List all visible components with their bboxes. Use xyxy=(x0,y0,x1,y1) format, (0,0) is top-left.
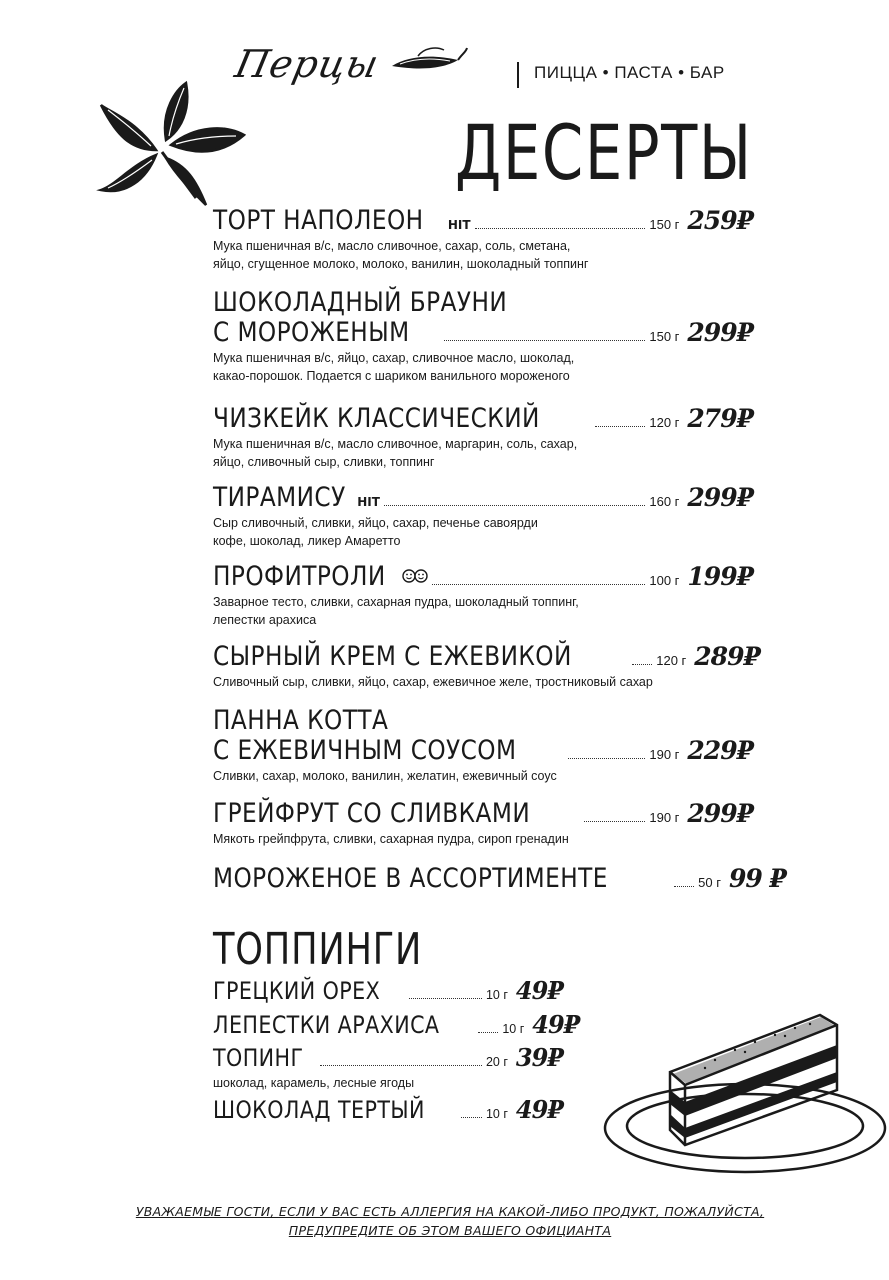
item-price: 49₽ xyxy=(515,976,563,1005)
dot-leader xyxy=(584,821,646,822)
menu-item-brownie xyxy=(213,288,753,385)
item-price: 99 ₽ xyxy=(728,864,786,893)
description-line: Сливочный сыр, сливки, яйцо, сахар, ежевичное желе, тростниковый сахар xyxy=(213,675,653,689)
item-description xyxy=(213,237,753,273)
item-price: 49₽ xyxy=(532,1010,580,1039)
menu-item-tiramisu xyxy=(213,483,753,550)
item-price: 49₽ xyxy=(515,1095,563,1124)
description-line: Сыр сливочный, сливки, яйцо, сахар, печенье савоярди xyxy=(213,516,538,530)
item-name: ГРЕЦКИЙ ОРЕХ xyxy=(213,977,381,1005)
item-name-line1: ПАННА КОТТА xyxy=(213,705,389,736)
menu-item-grapefruit xyxy=(213,799,753,848)
dot-leader xyxy=(320,1065,482,1066)
item-name-line1: ШОКОЛАДНЫЙ БРАУНИ xyxy=(213,287,508,318)
item-weight: 160 г xyxy=(649,494,680,509)
item-name: ШОКОЛАД ТЕРТЫЙ xyxy=(213,1096,425,1124)
description-line: яйцо, сливочный сыр, сливки, топпинг xyxy=(213,455,435,469)
dot-leader xyxy=(632,664,652,665)
item-price: 229₽ xyxy=(687,736,753,765)
item-name: ТОПИНГ xyxy=(213,1044,304,1072)
menu-item-profiteroles xyxy=(213,562,753,629)
item-weight: 10 г xyxy=(485,1107,508,1121)
description-line: Мякоть грейпфрута, сливки, сахарная пудра, сироп гренадин xyxy=(213,832,569,846)
page-title: ДЕСЕРТЫ xyxy=(455,108,753,197)
item-weight: 120 г xyxy=(656,653,687,668)
dot-leader xyxy=(409,998,482,999)
item-weight: 190 г xyxy=(649,747,680,762)
menu-item-napoleon xyxy=(213,206,753,273)
allergy-notice xyxy=(100,1202,800,1240)
item-description xyxy=(213,830,753,848)
hit-badge: HIT xyxy=(447,218,471,232)
item-name: МОРОЖЕНОЕ В АССОРТИМЕНТЕ xyxy=(213,863,608,894)
cake-slice-illustration xyxy=(595,990,889,1180)
item-name: ТИРАМИСУ xyxy=(213,482,346,513)
description-line: лепестки арахиса xyxy=(213,613,317,627)
basil-leaf-illustration xyxy=(96,80,246,210)
item-price: 299₽ xyxy=(687,799,753,828)
dot-leader xyxy=(595,426,645,427)
notice-line: ПРЕДУПРЕДИТЕ ОБ ЭТОМ ВАШЕГО ОФИЦИАНТА xyxy=(288,1223,612,1238)
item-name: ПРОФИТРОЛИ xyxy=(213,561,386,592)
item-weight: 150 г xyxy=(649,329,680,344)
item-weight: 50 г xyxy=(698,875,721,890)
topping-item-grated-chocolate xyxy=(213,1095,563,1125)
item-description xyxy=(213,767,753,785)
description-line: Мука пшеничная в/с, масло сливочное, маргарин, соль, сахар, xyxy=(213,437,578,451)
tagline: ПИЦЦА • ПАСТА • БАР xyxy=(534,63,725,82)
dot-leader xyxy=(478,1032,498,1033)
item-price: 199₽ xyxy=(687,562,753,591)
item-price: 299₽ xyxy=(687,318,753,347)
item-description: шоколад, карамель, лесные ягоды xyxy=(213,1076,415,1090)
item-description xyxy=(213,349,753,385)
dot-leader xyxy=(461,1117,482,1118)
item-name: ГРЕЙФРУТ СО СЛИВКАМИ xyxy=(213,798,531,829)
item-weight: 120 г xyxy=(649,415,680,430)
item-description xyxy=(213,435,753,471)
item-weight: 10 г xyxy=(502,1022,525,1036)
logo-wordmark: Перцы xyxy=(231,42,384,86)
item-price: 259₽ xyxy=(687,206,753,235)
description-line: яйцо, сгущенное молоко, молоко, ванилин, шоколадный топпинг xyxy=(213,257,589,271)
item-description xyxy=(213,514,753,550)
item-price: 39₽ xyxy=(515,1043,563,1072)
dot-leader xyxy=(568,758,646,759)
topping-item-sauce xyxy=(213,1043,563,1092)
hit-badge: HIT xyxy=(357,495,380,509)
dot-leader xyxy=(444,340,646,341)
item-name: С ЕЖЕВИЧНЫМ СОУСОМ xyxy=(213,735,517,766)
description-line: Заварное тесто, сливки, сахарная пудра, шоколадный топпинг, xyxy=(213,595,579,609)
item-weight: 150 г xyxy=(649,217,680,232)
item-name: ТОРТ НАПОЛЕОН xyxy=(213,205,424,236)
topping-item-walnut xyxy=(213,976,563,1006)
menu-item-cheesecake xyxy=(213,404,753,471)
item-price: 299₽ xyxy=(687,483,753,512)
menu-item-panna-cotta xyxy=(213,706,753,785)
dot-leader xyxy=(674,886,694,887)
chili-pepper-icon xyxy=(388,44,468,78)
item-weight: 100 г xyxy=(649,573,680,588)
item-description xyxy=(213,673,753,691)
item-name: СЫРНЫЙ КРЕМ С ЕЖЕВИКОЙ xyxy=(213,641,572,672)
tagline-divider xyxy=(517,62,519,88)
menu-item-cheese-cream xyxy=(213,641,760,691)
dot-leader xyxy=(384,505,645,506)
description-line: Сливки, сахар, молоко, ванилин, желатин, ежевичный соус xyxy=(213,769,557,783)
description-line: кофе, шоколад, ликер Амаретто xyxy=(213,534,401,548)
toppings-heading: ТОППИНГИ xyxy=(213,924,423,975)
notice-line: УВАЖАЕМЫЕ ГОСТИ, ЕСЛИ У ВАС ЕСТЬ АЛЛЕРГИЯ НА КАКОЙ-ЛИБО ПРОДУКТ, ПОЖАЛУЙСТА, xyxy=(135,1204,765,1219)
item-name: ЧИЗКЕЙК КЛАССИЧЕСКИЙ xyxy=(213,403,540,434)
description-line: Мука пшеничная в/с, масло сливочное, сахар, соль, сметана, xyxy=(213,239,571,253)
item-name: С МОРОЖЕНЫМ xyxy=(213,317,410,348)
description-line: какао-порошок. Подается с шариком ванильного мороженого xyxy=(213,369,570,383)
item-price: 279₽ xyxy=(687,404,753,433)
dot-leader xyxy=(475,228,646,229)
kids-face-icon xyxy=(402,567,428,585)
item-price: 289₽ xyxy=(694,642,760,671)
dot-leader xyxy=(432,584,646,585)
topping-item-peanut xyxy=(213,1010,580,1040)
item-name: ЛЕПЕСТКИ АРАХИСА xyxy=(213,1011,440,1039)
item-weight: 190 г xyxy=(649,810,680,825)
item-weight: 10 г xyxy=(485,988,508,1002)
item-weight: 20 г xyxy=(485,1055,508,1069)
item-description xyxy=(213,593,753,629)
menu-item-ice-cream xyxy=(213,863,786,894)
description-line: Мука пшеничная в/с, яйцо, сахар, сливочное масло, шоколад, xyxy=(213,351,575,365)
